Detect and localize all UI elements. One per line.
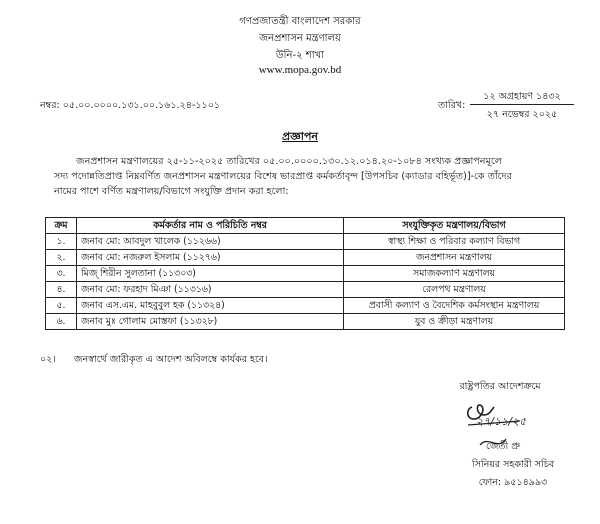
ministry-name: জনপ্রশাসন মন্ত্রণালয় [259, 33, 341, 44]
table-row [46, 234, 565, 250]
row-officer: জনাব মো: নজরুল ইসলাম (১১২৭৬) [77, 250, 344, 266]
row-officer: জনাব মুঃ গোলাম মোস্তফা (১১৩২৮) [77, 314, 344, 330]
signatory-designation: সিনিয়র সহকারী সচিব [471, 459, 555, 470]
table-row [46, 250, 565, 266]
row-serial: ৩. [46, 266, 77, 282]
govt-name: গণপ্রজাতন্ত্রী বাংলাদেশ সরকার [239, 16, 361, 27]
table-row [46, 298, 565, 314]
col-serial: ক্রম [46, 218, 77, 234]
intro-line-3: নামের পাশে বর্ণিত মন্ত্রণালয়/বিভাগে সংযুক্তি প্রদান করা হলো: [54, 186, 289, 197]
signatory-name: জেতী প্রু [486, 441, 521, 452]
row-serial: ৪. [46, 282, 77, 298]
intro-line-2: সদ্য পদোন্নতিপ্রাপ্ত নিম্নবর্ণিত জনপ্রশাসন মন্ত্রণালয়ের বিশেষ ভারপ্রাপ্ত কর্মকর্তাবৃন্দ [উপসচিব (ক্যাডার বহির্ভূত)]-কে তাঁদের [54, 171, 512, 182]
row-officer: জনাব মো: ফরহাদ মিঞা (১১৩১৬) [77, 282, 344, 298]
intro-paragraph [54, 154, 572, 199]
row-ministry: স্বাস্থ্য শিক্ষা ও পরিবার কল্যাণ বিভাগ [344, 234, 565, 250]
row-serial: ৫. [46, 298, 77, 314]
row-serial: ১. [46, 234, 77, 250]
wing-name: উনি-২ শাখা [275, 50, 325, 61]
table-row [46, 266, 565, 282]
row-ministry: রেলপথ মন্ত্রণালয় [344, 282, 565, 298]
memo-number-label: নম্বর: [40, 100, 60, 111]
col-ministry: সংযুক্তিকৃত মন্ত্রণালয়/বিভাগ [344, 218, 565, 234]
signatory-phone: ফোন: ৯৫১৪৯৯৩ [478, 477, 548, 488]
presidential-order: রাষ্ট্রপতির আদেশক্রমে [459, 381, 541, 392]
row-officer: মিজ্ শিরীন সুলতানা (১১৩০৩) [77, 266, 344, 282]
notification-title: প্রজ্ঞাপন [282, 130, 318, 143]
row-ministry: প্রবাসী কল্যাণ ও বৈদেশিক কর্মসংস্থান মন্ত্রণালয় [344, 298, 565, 314]
table-row [46, 282, 565, 298]
date-bangla: ১২ অগ্রহায়ণ ১৪৩২ [483, 91, 561, 102]
date-english: ২৭ নভেম্বর ২০২৫ [486, 109, 558, 120]
date-divider [470, 104, 574, 105]
clause-2-number: ০২। [40, 354, 56, 365]
memo-number [40, 99, 220, 114]
memo-number-value: ০৫.০০.০০০০.১৩১.০০.১৬১.২৪-১১০১ [62, 100, 221, 111]
table-row [46, 314, 565, 330]
attachment-table [45, 217, 565, 330]
row-serial: ৬. [46, 314, 77, 330]
intro-line-1: জনপ্রশাসন মন্ত্রণালয়ের ২৫-১১-২০২৫ তারিখের ০৫.০০.০০০০.১৩০.১২.০১৪.২০-১০৮৪ সংখ্যক প্রজ্ঞাপনমূলে [76, 156, 502, 167]
row-serial: ২. [46, 250, 77, 266]
handwritten-date: ২৭/১১/২৫ [476, 415, 527, 428]
clause-2-text: জনস্বার্থে জারীকৃত এ আদেশ অবিলম্বে কার্যকর হবে। [74, 354, 268, 365]
row-officer: জনাব মো: আবদুল খালেক (১১২৬৬) [77, 234, 344, 250]
row-officer: জনাব এস.এম. মাহবুবুল হক (১১৩২৪) [77, 298, 344, 314]
row-ministry: যুব ও ক্রীড়া মন্ত্রণালয় [344, 314, 565, 330]
row-ministry: জনপ্রশাসন মন্ত্রণালয় [344, 250, 565, 266]
row-ministry: সমাজকল্যাণ মন্ত্রণালয় [344, 266, 565, 282]
col-officer: কর্মকর্তার নাম ও পরিচিতি নম্বর [77, 218, 344, 234]
date-label: তারিখ: [438, 100, 466, 111]
table-header-row [46, 218, 565, 234]
website-link[interactable]: www.mopa.gov.bd [258, 64, 342, 76]
